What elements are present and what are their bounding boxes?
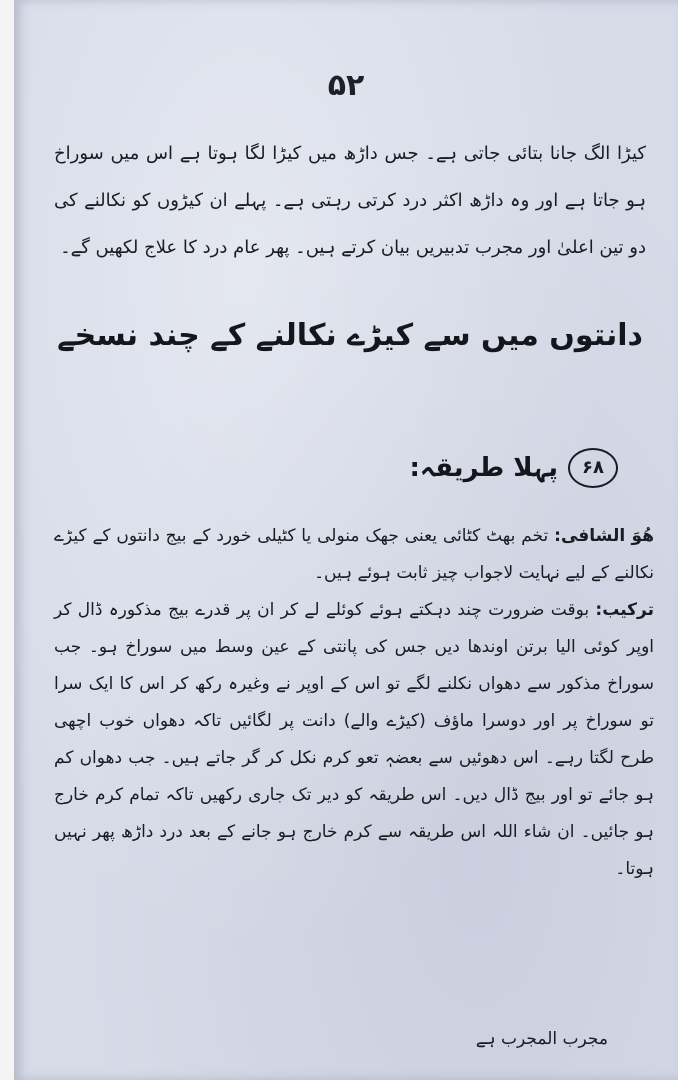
shafi-text: تخم بھٹ کٹائی یعنی جھک منولی یا کٹیلی خورد کے بیج دانتوں کے کیڑے نکالنے کے لیے نہایت لاجواب چیز ثابت ہوئے ہیں۔ [54, 526, 654, 583]
section-heading: دانتوں میں سے کیڑے نکالنے کے چند نسخے [57, 318, 643, 353]
book-page [14, 0, 678, 1080]
method-number-badge: ۶۸ [568, 448, 618, 488]
recipe-body [54, 518, 654, 888]
shafi-paragraph [54, 518, 654, 592]
page-number: ۵۲ [327, 68, 365, 103]
shafi-label: ھُوَ الشافی: [554, 526, 655, 546]
tarkeeb-text: بوقت ضرورت چند دہکتے ہوئے کوئلے لے کر ان پر قدرے بیج مذکورہ ڈال کر اوپر کوئی الیا برتن اوندھا دیں جس کی پانتی کے عین وسط میں سوراخ ہو۔ جب سوراخ مذکور سے دھواں نکلنے لگے تو اس کے اوپر نے وغیرہ رکھ کر اس کا ایک سرا تو سوراخ پر اور دوسرا ماؤف (کیڑے والے) دانت پر لگائیں تاکہ دھواں خوب اچھی طرح لگتا رہے۔ اس دھوئیں سے بعضہٖ تعو کرم نکل کر گر جاتے ہیں۔ جب دھواں کم ہو جائے تو اور بیج ڈال دیں۔ اس طریقہ کو دیر تک جاری رکھیں تاکہ تمام کرم خارج ہو جائیں۔ ان شاء اللہ اس طریقہ سے کرم خارج ہو جانے کے بعد درد داڑھ پھر نہیں ہوتا۔ [54, 600, 654, 879]
method-label: پہلا طریقہ: [409, 453, 558, 483]
tarkeeb-paragraph [54, 592, 654, 888]
page-left-margin [0, 0, 14, 1080]
tarkeeb-label: ترکیب: [595, 600, 654, 620]
tested-note: مجرب المجرب ہے [475, 1029, 608, 1049]
intro-paragraph [54, 130, 646, 271]
method-heading [409, 448, 618, 488]
intro-text: کیڑا الگ جانا بتائی جاتی ہے۔ جس داڑھ میں کیڑا لگا ہوتا ہے اس میں سوراخ ہو جاتا ہے اور وہ داڑھ اکثر درد کرتی رہتی ہے۔ پہلے ان کیڑوں کو نکالنے کی دو تین اعلیٰ اور مجرب تدبیریں بیان کرتے ہیں۔ پھر عام درد کا علاج لکھیں گے۔ [54, 143, 646, 258]
